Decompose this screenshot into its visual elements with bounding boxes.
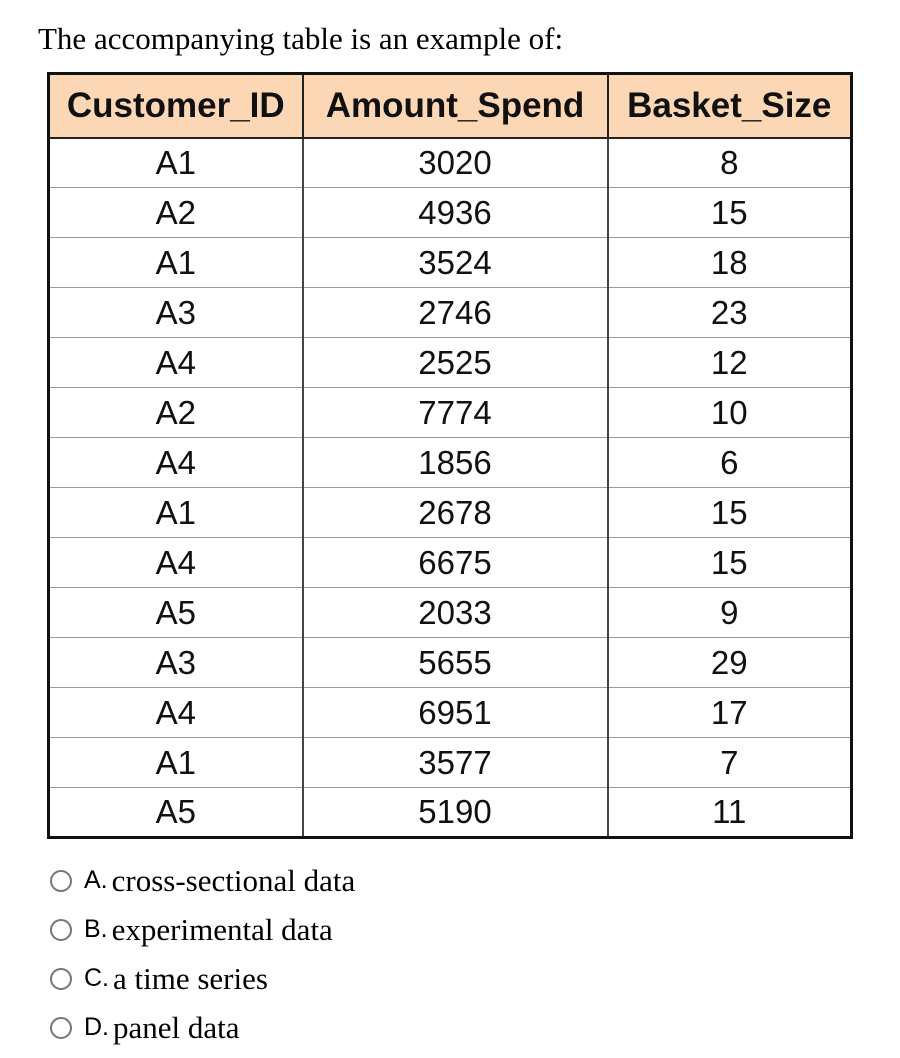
cell-basket-size: 9 bbox=[608, 588, 852, 638]
question-text: The accompanying table is an example of: bbox=[38, 21, 564, 56]
option-letter: B. bbox=[84, 915, 108, 943]
cell-customer-id: A3 bbox=[49, 638, 303, 688]
table-row bbox=[49, 588, 852, 638]
table-row bbox=[49, 138, 852, 188]
option-d[interactable] bbox=[50, 1003, 355, 1052]
table-row bbox=[49, 388, 852, 438]
cell-amount-spend: 5190 bbox=[303, 788, 608, 838]
cell-amount-spend: 7774 bbox=[303, 388, 608, 438]
radio-button-icon[interactable] bbox=[50, 968, 72, 990]
cell-amount-spend: 2678 bbox=[303, 488, 608, 538]
option-text[interactable]: panel data bbox=[113, 1009, 240, 1045]
cell-amount-spend: 6951 bbox=[303, 688, 608, 738]
answer-options bbox=[50, 856, 355, 1052]
cell-customer-id: A1 bbox=[49, 738, 303, 788]
option-c[interactable] bbox=[50, 954, 355, 1003]
table-row bbox=[49, 488, 852, 538]
cell-amount-spend: 2033 bbox=[303, 588, 608, 638]
cell-customer-id: A2 bbox=[49, 188, 303, 238]
cell-basket-size: 15 bbox=[608, 538, 852, 588]
cell-basket-size: 18 bbox=[608, 238, 852, 288]
cell-amount-spend: 3577 bbox=[303, 738, 608, 788]
table-header-row bbox=[49, 74, 852, 138]
cell-basket-size: 15 bbox=[608, 488, 852, 538]
cell-basket-size: 15 bbox=[608, 188, 852, 238]
cell-basket-size: 10 bbox=[608, 388, 852, 438]
cell-basket-size: 29 bbox=[608, 638, 852, 688]
cell-amount-spend: 2746 bbox=[303, 288, 608, 338]
table-row bbox=[49, 338, 852, 388]
cell-customer-id: A4 bbox=[49, 688, 303, 738]
data-table-container bbox=[47, 72, 853, 839]
cell-basket-size: 12 bbox=[608, 338, 852, 388]
header-basket-size: Basket_Size bbox=[608, 74, 852, 138]
header-amount-spend: Amount_Spend bbox=[303, 74, 608, 138]
cell-basket-size: 7 bbox=[608, 738, 852, 788]
cell-basket-size: 11 bbox=[608, 788, 852, 838]
table-row bbox=[49, 538, 852, 588]
cell-amount-spend: 3020 bbox=[303, 138, 608, 188]
option-text[interactable]: experimental data bbox=[111, 911, 333, 947]
option-letter: C. bbox=[84, 964, 109, 992]
table-row bbox=[49, 438, 852, 488]
radio-button-icon[interactable] bbox=[50, 919, 72, 941]
option-text[interactable]: cross-sectional data bbox=[111, 862, 356, 898]
table-row bbox=[49, 188, 852, 238]
cell-basket-size: 17 bbox=[608, 688, 852, 738]
cell-basket-size: 23 bbox=[608, 288, 852, 338]
table-row bbox=[49, 238, 852, 288]
data-table bbox=[47, 72, 853, 839]
table-row bbox=[49, 688, 852, 738]
header-customer-id: Customer_ID bbox=[49, 74, 303, 138]
cell-amount-spend: 2525 bbox=[303, 338, 608, 388]
table-row bbox=[49, 638, 852, 688]
cell-customer-id: A3 bbox=[49, 288, 303, 338]
option-letter: A. bbox=[84, 866, 108, 894]
table-row bbox=[49, 738, 852, 788]
cell-basket-size: 6 bbox=[608, 438, 852, 488]
cell-amount-spend: 4936 bbox=[303, 188, 608, 238]
cell-customer-id: A4 bbox=[49, 438, 303, 488]
option-text[interactable]: a time series bbox=[113, 960, 268, 996]
cell-customer-id: A1 bbox=[49, 488, 303, 538]
cell-customer-id: A2 bbox=[49, 388, 303, 438]
cell-customer-id: A4 bbox=[49, 338, 303, 388]
cell-basket-size: 8 bbox=[608, 138, 852, 188]
option-b[interactable] bbox=[50, 905, 355, 954]
cell-amount-spend: 3524 bbox=[303, 238, 608, 288]
cell-amount-spend: 1856 bbox=[303, 438, 608, 488]
option-a[interactable] bbox=[50, 856, 355, 905]
radio-button-icon[interactable] bbox=[50, 1017, 72, 1039]
cell-customer-id: A5 bbox=[49, 588, 303, 638]
cell-customer-id: A1 bbox=[49, 238, 303, 288]
cell-customer-id: A4 bbox=[49, 538, 303, 588]
table-row bbox=[49, 288, 852, 338]
cell-amount-spend: 5655 bbox=[303, 638, 608, 688]
table-row bbox=[49, 788, 852, 838]
cell-customer-id: A1 bbox=[49, 138, 303, 188]
cell-amount-spend: 6675 bbox=[303, 538, 608, 588]
cell-customer-id: A5 bbox=[49, 788, 303, 838]
option-letter: D. bbox=[84, 1013, 109, 1041]
radio-button-icon[interactable] bbox=[50, 870, 72, 892]
